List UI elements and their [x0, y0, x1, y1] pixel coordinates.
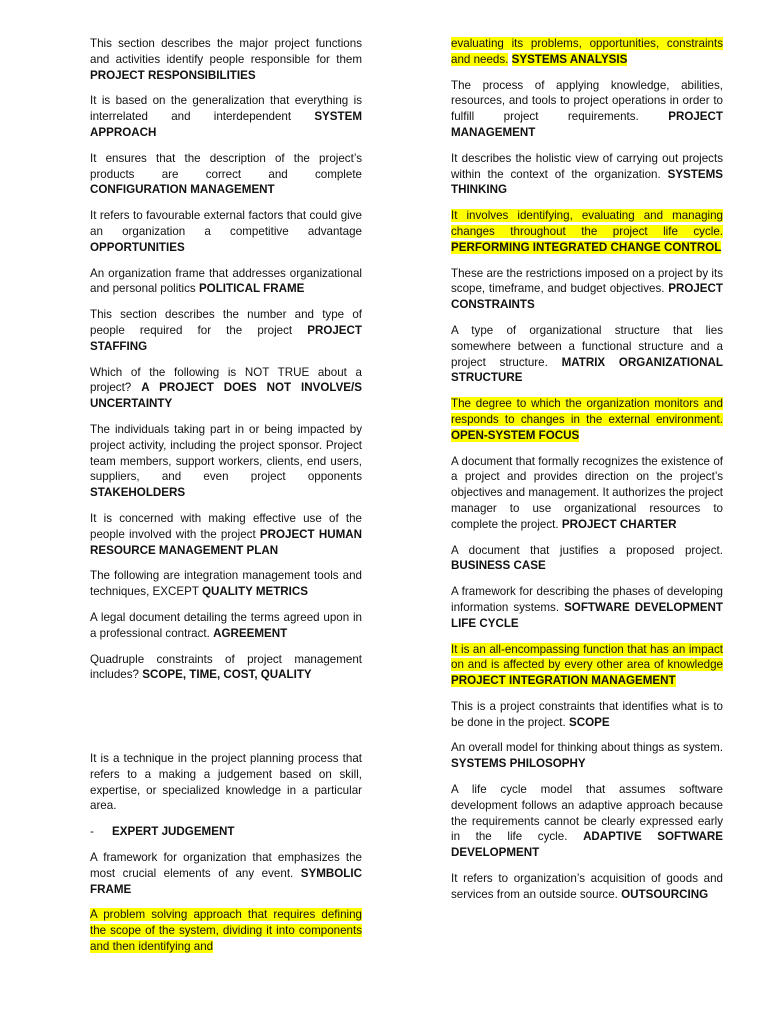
question-text: It is an all-encompassing function that has an impact on and is affected by every other area of knowledge	[451, 642, 723, 672]
qa-entry	[451, 323, 723, 386]
question-text: It refers to organization’s acquisition of goods and services from an outside source.	[451, 872, 723, 901]
question-text: Which of the following is NOT TRUE about a project?	[90, 365, 362, 395]
question-text: It refers to favourable external factors that could give an organization a competitive advantage	[90, 209, 362, 238]
question-text: It involves identifying, evaluating and managing changes throughout the project life cycle.	[451, 209, 723, 238]
answer-text: EXPERT JUDGEMENT	[112, 825, 235, 839]
question-text: The process of applying knowledge, abilities, resources, and tools to project operations in order to fulfill project requirements.	[451, 78, 723, 124]
blank-gap	[90, 693, 362, 751]
question-text: evaluating its problems, opportunities, constraints and needs.	[451, 37, 723, 66]
answer-text: A PROJECT DOES NOT INVOLVE/S UNCERTAINTY	[90, 381, 362, 411]
question-text: This section describes the major project functions and activities identify people responsible for them	[90, 37, 362, 66]
qa-entry	[90, 208, 362, 255]
answer-text: AGREEMENT	[213, 626, 288, 640]
question-text: A type of organizational structure that lies somewhere between a functional structure and a project structure.	[451, 323, 723, 369]
answer-text: QUALITY METRICS	[201, 585, 309, 599]
right-column	[451, 36, 723, 913]
qa-entry	[90, 266, 362, 298]
qa-entry	[90, 850, 362, 897]
qa-entry	[90, 511, 362, 558]
question-text: It describes the holistic view of carrying out projects within the context of the organization.	[451, 151, 723, 181]
answer-text: SYMBOLIC FRAME	[90, 866, 362, 896]
answer-text: PROJECT STAFFING	[90, 323, 362, 353]
question-text: The individuals taking part in or being impacted by project activity, including the project sponsor. Project team members, support workers, clients, end users, suppliers, and even project opponents	[90, 422, 362, 484]
question-text: A problem solving approach that requires defining the scope of the system, dividing it into components and then identifying and	[90, 908, 362, 954]
question-text: A framework for organization that emphasizes the most crucial elements of any event.	[90, 851, 362, 880]
question-text: It is concerned with making effective use of the people involved with the project	[90, 511, 362, 541]
qa-entry	[90, 824, 362, 840]
qa-entry	[451, 36, 723, 68]
qa-entry	[451, 266, 723, 313]
answer-text: OPPORTUNITIES	[90, 240, 185, 254]
question-text: A document that formally recognizes the existence of a project and provides direction on the project’s objectives and management. It authorizes the project manager to use organizational resources to complete the project.	[451, 454, 723, 531]
answer-text: PROJECT RESPONSIBILITIES	[90, 68, 256, 82]
qa-entry	[451, 454, 723, 533]
answer-text: SYSTEMS THINKING	[451, 167, 723, 197]
qa-entry	[451, 584, 723, 631]
answer-text: OUTSOURCING	[621, 887, 709, 901]
qa-entry	[451, 871, 723, 903]
question-text: A legal document detailing the terms agreed upon in a professional contract.	[90, 610, 362, 640]
question-text: A life cycle model that assumes software development follows an adaptive approach because the requirements cannot be clearly expressed early in the life cycle.	[451, 783, 723, 844]
qa-entry	[90, 610, 362, 642]
question-text: It is a technique in the project planning process that refers to a making a judgement based on skill, expertise, or specialized knowledge in a particular area.	[90, 752, 362, 813]
qa-entry	[90, 422, 362, 501]
answer-text: PROJECT HUMAN RESOURCE MANAGEMENT PLAN	[90, 527, 362, 557]
qa-entry	[90, 36, 362, 83]
qa-entry	[451, 396, 723, 443]
answer-text: PROJECT CHARTER	[561, 517, 677, 531]
qa-entry	[90, 907, 362, 954]
qa-entry	[451, 699, 723, 731]
qa-entry	[451, 78, 723, 141]
answer-text: OPEN-SYSTEM FOCUS	[451, 428, 580, 442]
qa-entry	[90, 751, 362, 814]
answer-text: ADAPTIVE SOFTWARE DEVELOPMENT	[451, 830, 723, 860]
answer-text: SCOPE	[568, 715, 610, 729]
qa-entry	[90, 307, 362, 354]
answer-text: PROJECT CONSTRAINTS	[451, 282, 723, 312]
answer-text: CONFIGURATION MANAGEMENT	[90, 183, 275, 197]
qa-entry	[451, 208, 723, 255]
qa-entry	[451, 151, 723, 198]
answer-text: SYSTEMS ANALYSIS	[511, 52, 628, 66]
answer-text: SYSTEMS PHILOSOPHY	[451, 757, 586, 771]
qa-entry	[90, 93, 362, 140]
answer-text: SOFTWARE DEVELOPMENT LIFE CYCLE	[451, 600, 723, 630]
list-dash: -	[90, 825, 94, 839]
qa-entry	[90, 652, 362, 684]
qa-entry	[90, 568, 362, 600]
question-text: An overall model for thinking about things as system.	[451, 741, 723, 755]
answer-text: PROJECT INTEGRATION MANAGEMENT	[451, 674, 676, 688]
question-text: This section describes the number and type of people required for the project	[90, 308, 362, 337]
qa-entry	[451, 782, 723, 861]
question-text: It is based on the generalization that everything is interrelated and interdependent	[90, 94, 362, 124]
question-text: A document that justifies a proposed project.	[451, 543, 723, 557]
qa-entry	[90, 151, 362, 198]
answer-text: BUSINESS CASE	[451, 559, 546, 573]
question-text: These are the restrictions imposed on a project by its scope, timeframe, and budget objectives.	[451, 266, 723, 296]
question-text: The degree to which the organization monitors and responds to changes in the external environment.	[451, 397, 723, 426]
answer-text: PERFORMING INTEGRATED CHANGE CONTROL	[451, 240, 722, 254]
question-text: A framework for describing the phases of developing information systems.	[451, 585, 723, 614]
question-text: The following are integration management tools and techniques, EXCEPT	[90, 569, 362, 599]
question-text: It ensures that the description of the project’s products are correct and complete	[90, 151, 362, 181]
answer-text: SCOPE, TIME, COST, QUALITY	[142, 668, 312, 682]
question-text: This is a project constraints that identifies what is to be done in the project.	[451, 699, 723, 729]
qa-entry	[451, 740, 723, 772]
answer-text: PROJECT MANAGEMENT	[451, 110, 723, 139]
question-text: Quadruple constraints of project management includes?	[90, 652, 362, 682]
qa-entry	[90, 365, 362, 412]
left-column	[90, 36, 362, 965]
answer-text: SYSTEM APPROACH	[90, 110, 362, 139]
question-text: An organization frame that addresses organizational and personal politics	[90, 266, 362, 296]
answer-text: MATRIX ORGANIZATIONAL STRUCTURE	[451, 355, 723, 385]
answer-text: POLITICAL FRAME	[198, 282, 305, 296]
qa-entry	[451, 642, 723, 689]
qa-entry	[451, 543, 723, 575]
answer-text: STAKEHOLDERS	[90, 486, 186, 500]
